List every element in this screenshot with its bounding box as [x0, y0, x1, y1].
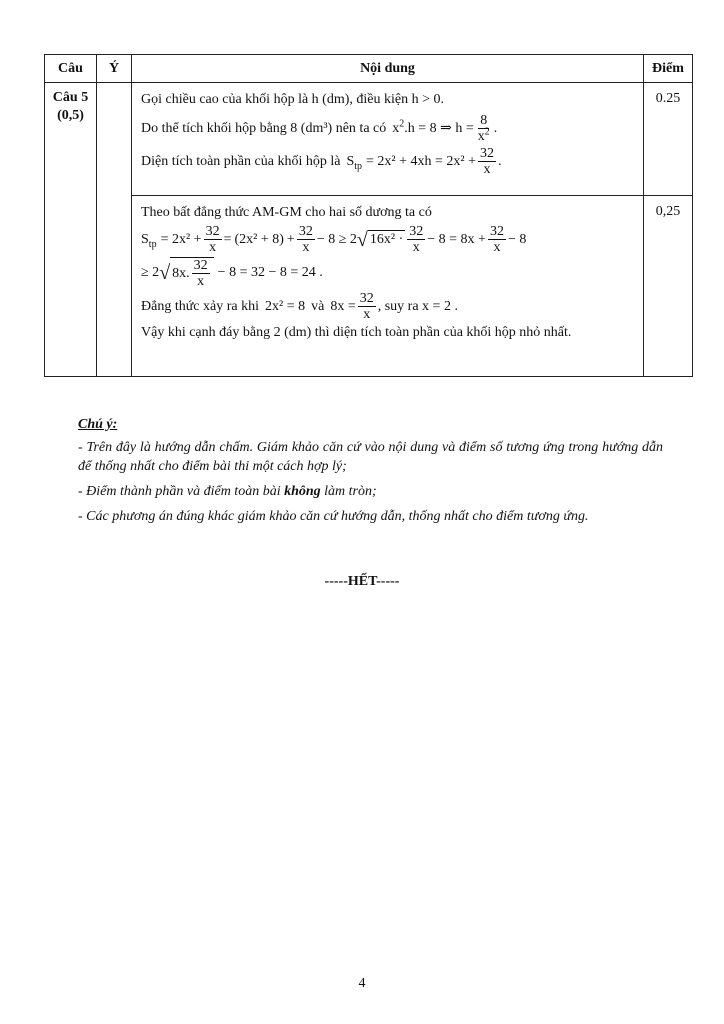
- row1-line2: Do thể tích khối hộp bằng 8 (dm³) nên ta có $x^2.h = 8$ ⇒ h = $\frac{8}{x^2}$ .: [141, 113, 498, 144]
- row1-line3: Diện tích toàn phần của khối hộp là $S_{tp}$ = 2x² + 4xh = 2x² + $\frac{32}{x}$ .: [141, 146, 502, 177]
- sqrt-16x2: √ 16x² ·: [356, 228, 404, 251]
- note-3: - Các phương án đúng khác giám khảo căn cứ hướng dẫn, thống nhất cho điểm tương ứng.: [78, 509, 589, 524]
- table-row: [45, 83, 693, 196]
- table-row: [45, 196, 693, 377]
- frac-8-over-x2: $\frac{8}{x^2}$: [477, 113, 490, 144]
- grading-table: [44, 54, 693, 377]
- question-cell: [45, 83, 97, 377]
- notes-section: [78, 415, 663, 532]
- stp-symbol: S: [346, 153, 355, 169]
- notes-title: Chú ý:: [78, 417, 118, 432]
- row2-conclusion: Vậy khi cạnh đáy bằng 2 (dm) thì diện tích toàn phần của khối hộp nhỏ nhất.: [141, 325, 572, 340]
- row2-equality: Đẳng thức xảy ra khi 2x² = 8 và 8x = $\frac{32}{x}$ , suy ra x = 2 .: [141, 291, 458, 322]
- row2-line1: Theo bất đẳng thức AM-GM cho hai số dương ta có: [141, 205, 432, 220]
- header-cau: Câu: [45, 55, 97, 83]
- question-points: (0,5): [57, 108, 84, 123]
- row1-line3-text: Diện tích toàn phần của khối hộp là: [141, 153, 341, 169]
- frac-32-over-x: $\frac{32}{x}$: [480, 146, 495, 177]
- row1-line2-text: Do thể tích khối hộp bằng 8 (dm³) nên ta có: [141, 120, 387, 136]
- row1-score: 0.25: [644, 83, 693, 196]
- stp-sub: tp: [354, 160, 363, 172]
- end-mark: -----HẾT-----: [324, 574, 400, 589]
- note-1: - Trên đây là hướng dẫn chấm. Giám khảo căn cứ vào nội dung và điểm số tương ứng trong hướng dẫn để thống nhất cho điểm bài thi một cách hợp lý;: [78, 440, 663, 474]
- frac-den: x: [477, 129, 485, 144]
- page-number: 4: [358, 976, 366, 991]
- row1-content: [132, 83, 644, 196]
- row2-content: [132, 196, 644, 377]
- table-header-row: [45, 55, 693, 83]
- row1-line1: Gọi chiều cao của khối hộp là h (dm), điều kiện h > 0.: [141, 92, 444, 107]
- row2-score: 0,25: [644, 196, 693, 377]
- header-y: Ý: [97, 55, 132, 83]
- row2-inequality: ≥ 2 √ 8x. $\frac{32}{x}$ − 8 = 32 − 8 = 24 .: [141, 258, 323, 289]
- frac-num: 8: [480, 113, 488, 128]
- row1-h-eq: .h = 8 ⇒ h =: [404, 120, 474, 136]
- row2-equation: $S_{tp}$ = 2x² + $\frac{32}{x}$ = (2x² + 8) + $\frac{32}{x}$ − 8 ≥ 2 √ 16x² · $\frac{32}{x}$ − 8 = 8x + $\frac{32}{x}$ − 8: [141, 224, 527, 255]
- y-cell: [97, 83, 132, 377]
- header-diem: Điểm: [644, 55, 693, 83]
- question-label: Câu 5: [52, 90, 89, 105]
- note-2: - Điểm thành phần và điểm toàn bài không làm tròn;: [78, 484, 377, 499]
- sqrt-8x: √ 8x. $\frac{32}{x}$: [159, 257, 213, 289]
- header-noi-dung: Nội dung: [132, 55, 644, 83]
- stp-expression: = 2x² + 4xh = 2x² +: [366, 153, 477, 169]
- row1-x: x: [392, 120, 400, 136]
